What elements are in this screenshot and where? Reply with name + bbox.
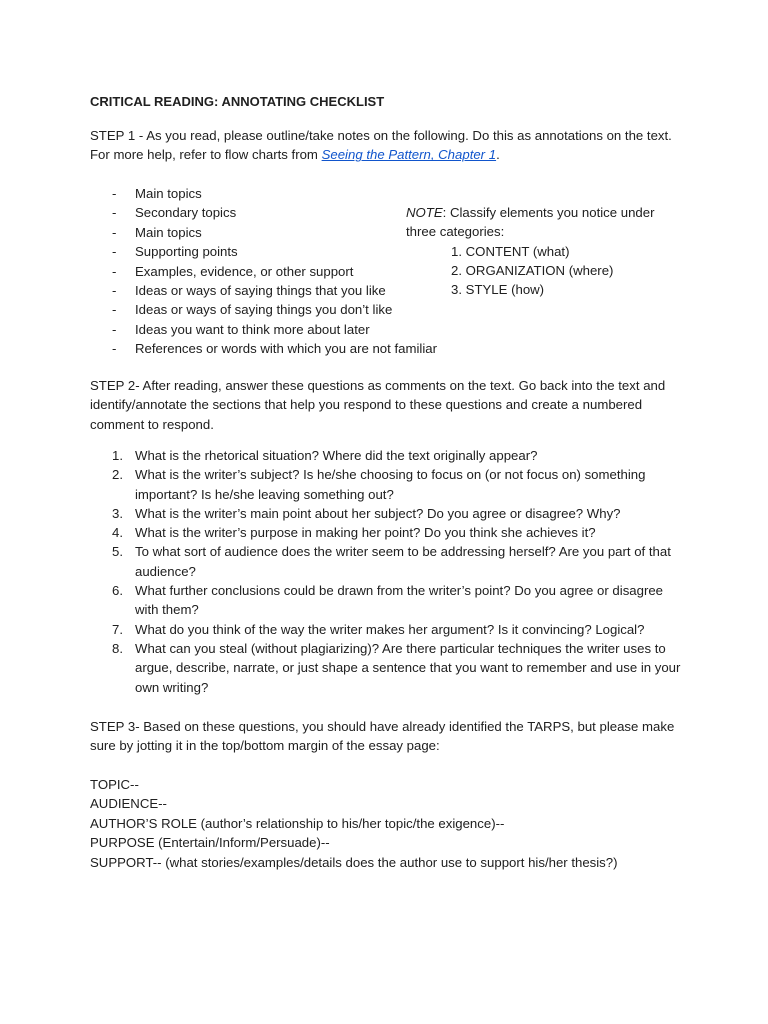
list-item xyxy=(90,300,470,319)
bullet-text: Ideas or ways of saying things you don’t like xyxy=(135,302,393,318)
step1-paragraph xyxy=(90,126,690,165)
bullet-marker: - xyxy=(112,205,117,221)
bullet-text: Main topics xyxy=(135,186,202,201)
list-item xyxy=(90,184,470,203)
step1-text-end: . xyxy=(496,147,500,163)
tarps-item: PURPOSE (Entertain/Inform/Persuade)-- xyxy=(90,835,330,851)
bullet-marker: - xyxy=(112,186,117,201)
question-text: What do you think of the way the writer makes her argument? Is it convincing? Logical? xyxy=(135,621,645,637)
step3-paragraph: STEP 3- Based on these questions, you should have already identified the TARPS, but please make sure by jotting it in the top/bottom margin of the essay page: xyxy=(90,719,675,754)
question-number: 8. xyxy=(112,640,123,656)
step2-paragraph: STEP 2- After reading, answer these questions as comments on the text. Go back into the text and identify/annotate the sections that help you respond to these questions and create a numbered comment to respond. xyxy=(90,378,666,432)
question-text: What is the writer’s purpose in making her point? Do you think she achieves it? xyxy=(135,525,596,541)
tarps-item: SUPPORT-- (what stories/examples/details does the author use to support his/her thesis?) xyxy=(90,854,618,870)
question-text: What is the writer’s main point about her subject? Do you agree or disagree? Why? xyxy=(135,505,621,521)
bullet-text: Ideas you want to think more about later xyxy=(135,321,370,337)
list-item xyxy=(90,465,690,504)
question-text: What is the rhetorical situation? Where did the text originally appear? xyxy=(135,448,538,463)
question-number: 5. xyxy=(112,544,123,560)
bullet-text: Examples, evidence, or other support xyxy=(135,263,354,279)
list-item xyxy=(90,620,690,639)
list-item xyxy=(90,446,690,465)
bullet-marker: - xyxy=(112,341,117,357)
note-category: 1. CONTENT (what) xyxy=(451,243,570,259)
note-text: : Classify elements you notice under three categories: xyxy=(406,205,655,240)
list-item xyxy=(90,339,470,358)
bullet-text: Secondary topics xyxy=(135,205,237,221)
bullet-text: Ideas or ways of saying things that you like xyxy=(135,282,386,298)
bullet-marker: - xyxy=(112,224,117,240)
question-number: 4. xyxy=(112,525,123,541)
step2-question-list xyxy=(90,446,690,697)
page-title: CRITICAL READING: ANNOTATING CHECKLIST xyxy=(90,94,385,109)
list-item xyxy=(90,523,690,542)
question-number: 2. xyxy=(112,467,123,483)
bullet-marker: - xyxy=(112,321,117,337)
question-text: To what sort of audience does the writer seem to be addressing herself? Are you part of that audience? xyxy=(135,544,671,579)
bullet-marker: - xyxy=(112,302,117,318)
question-text: What is the writer’s subject? Is he/she choosing to focus on (or not focus on) something important? Is he/she leaving something out? xyxy=(135,467,646,502)
note-category: 2. ORGANIZATION (where) xyxy=(451,262,614,278)
bullet-text: Main topics xyxy=(135,224,202,240)
tarps-item: AUDIENCE-- xyxy=(90,796,167,812)
question-number: 3. xyxy=(112,505,123,521)
bullet-text: Supporting points xyxy=(135,244,238,260)
question-number: 7. xyxy=(112,621,123,637)
bullet-marker: - xyxy=(112,282,117,298)
bullet-text: References or words with which you are not familiar xyxy=(135,341,437,357)
bullet-marker: - xyxy=(112,263,117,279)
note-label: NOTE xyxy=(406,205,443,220)
question-text: What further conclusions could be drawn from the writer’s point? Do you agree or disagree with them? xyxy=(135,583,664,618)
note-category: 3. STYLE (how) xyxy=(451,282,545,298)
step1-text: STEP 1 - As you read, please outline/take notes on the following. Do this as annotations on the text. For more help, refer to flow charts from xyxy=(90,128,672,163)
tarps-item: AUTHOR’S ROLE (author’s relationship to his/her topic/the exigence)-- xyxy=(90,815,505,831)
question-number: 1. xyxy=(112,448,123,463)
seeing-the-pattern-link[interactable]: Seeing the Pattern, Chapter 1 xyxy=(321,147,497,163)
tarps-list xyxy=(90,775,710,872)
list-item xyxy=(90,639,690,697)
list-item xyxy=(90,504,690,523)
list-item xyxy=(90,542,690,581)
bullet-marker: - xyxy=(112,244,117,260)
list-item xyxy=(90,320,470,339)
question-number: 6. xyxy=(112,583,123,599)
list-item xyxy=(90,581,690,620)
question-text: What can you steal (without plagiarizing)? Are there particular techniques the writer uses to argue, describe, narrate, or just shape a sentence that you want to remember and use in your own writing? xyxy=(135,640,681,695)
note-box xyxy=(406,203,686,299)
tarps-item: TOPIC-- xyxy=(90,777,139,792)
